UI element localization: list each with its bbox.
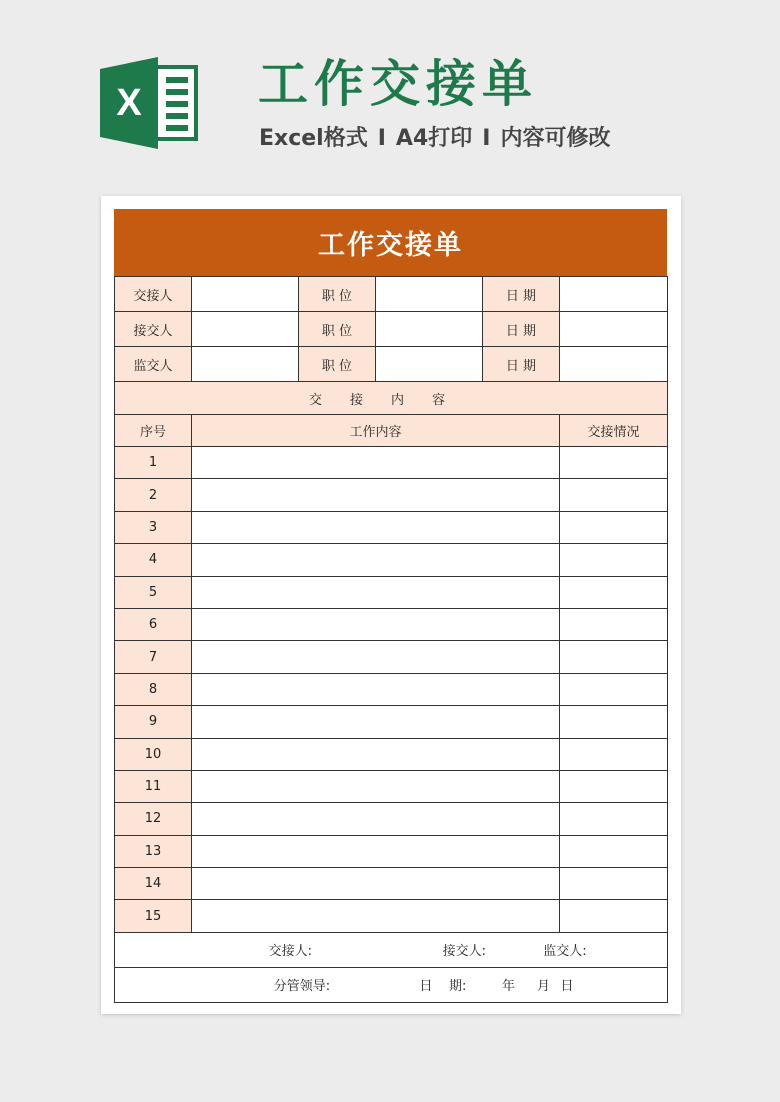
task-row — [115, 479, 668, 511]
row-number: 10 — [115, 738, 192, 770]
date-label: 日 期 — [483, 312, 560, 347]
work-content-cell[interactable] — [192, 770, 560, 802]
column-header-content: 工作内容 — [192, 415, 560, 447]
handover-form — [114, 276, 668, 1003]
handover-status-cell[interactable] — [560, 511, 668, 543]
position-label: 职 位 — [299, 347, 376, 382]
row-number: 14 — [115, 868, 192, 900]
task-row — [115, 900, 668, 932]
supervisor-signature-label: 监交人: — [543, 944, 587, 960]
position-label: 职 位 — [299, 277, 376, 312]
logo-letter: X — [116, 82, 142, 124]
column-header-row — [115, 415, 668, 447]
handover-status-cell[interactable] — [560, 641, 668, 673]
handover-status-cell[interactable] — [560, 738, 668, 770]
column-header-status: 交接情况 — [560, 415, 668, 447]
work-content-cell[interactable] — [192, 447, 560, 479]
subtitle-editable: 内容可修改 — [500, 126, 611, 151]
info-row — [115, 347, 668, 382]
footer-leader-cell — [115, 967, 668, 1002]
footer-day-label: 日 — [560, 979, 574, 995]
row-number: 1 — [115, 447, 192, 479]
work-content-cell[interactable] — [192, 673, 560, 705]
info-row — [115, 312, 668, 347]
task-row — [115, 835, 668, 867]
position-value-cell[interactable] — [376, 312, 483, 347]
task-row — [115, 673, 668, 705]
handover-status-cell[interactable] — [560, 673, 668, 705]
footer-month-label: 月 — [536, 979, 550, 995]
row-number: 4 — [115, 544, 192, 576]
task-row — [115, 608, 668, 640]
person-label: 接交人 — [115, 312, 192, 347]
work-content-cell[interactable] — [192, 511, 560, 543]
person-label: 监交人 — [115, 347, 192, 382]
row-number: 9 — [115, 706, 192, 738]
task-row — [115, 770, 668, 802]
handover-status-cell[interactable] — [560, 835, 668, 867]
task-row — [115, 447, 668, 479]
work-content-cell[interactable] — [192, 868, 560, 900]
handover-status-cell[interactable] — [560, 544, 668, 576]
receiver-signature-label: 接交人: — [442, 944, 486, 960]
section-header-row — [115, 382, 668, 415]
handover-status-cell[interactable] — [560, 803, 668, 835]
work-content-cell[interactable] — [192, 641, 560, 673]
person-value-cell[interactable] — [192, 277, 299, 312]
date-value-cell[interactable] — [560, 347, 668, 382]
person-value-cell[interactable] — [192, 312, 299, 347]
row-number: 3 — [115, 511, 192, 543]
task-row — [115, 706, 668, 738]
handover-signature-label: 交接人: — [268, 944, 312, 960]
work-content-cell[interactable] — [192, 803, 560, 835]
row-number: 7 — [115, 641, 192, 673]
position-label: 职 位 — [299, 312, 376, 347]
subtitle-separator: I — [377, 126, 386, 151]
person-label: 交接人 — [115, 277, 192, 312]
section-title: 交接内容 — [115, 382, 668, 415]
subtitle-separator: I — [482, 126, 491, 151]
footer-date-label: 日 期: — [419, 979, 467, 995]
excel-icon — [100, 57, 200, 149]
form-banner: 工作交接单 — [114, 209, 667, 276]
handover-status-cell[interactable] — [560, 608, 668, 640]
task-row — [115, 738, 668, 770]
task-row — [115, 803, 668, 835]
person-value-cell[interactable] — [192, 347, 299, 382]
work-content-cell[interactable] — [192, 835, 560, 867]
work-content-cell[interactable] — [192, 738, 560, 770]
row-number: 13 — [115, 835, 192, 867]
row-number: 11 — [115, 770, 192, 802]
subtitle-print: A4打印 — [395, 126, 473, 151]
info-row — [115, 277, 668, 312]
row-number: 8 — [115, 673, 192, 705]
leader-signature-label: 分管领导: — [273, 979, 331, 995]
position-value-cell[interactable] — [376, 277, 483, 312]
column-header-seq: 序号 — [115, 415, 192, 447]
row-number: 6 — [115, 608, 192, 640]
footer-signature-row — [115, 932, 668, 967]
row-number: 12 — [115, 803, 192, 835]
handover-status-cell[interactable] — [560, 706, 668, 738]
page-title: 工作交接单 — [258, 55, 538, 113]
date-label: 日 期 — [483, 347, 560, 382]
subtitle-format: Excel格式 — [259, 126, 368, 151]
handover-status-cell[interactable] — [560, 576, 668, 608]
handover-status-cell[interactable] — [560, 770, 668, 802]
handover-status-cell[interactable] — [560, 447, 668, 479]
work-content-cell[interactable] — [192, 706, 560, 738]
task-row — [115, 576, 668, 608]
date-value-cell[interactable] — [560, 312, 668, 347]
row-number: 15 — [115, 900, 192, 932]
row-number: 2 — [115, 479, 192, 511]
handover-status-cell[interactable] — [560, 479, 668, 511]
work-content-cell[interactable] — [192, 479, 560, 511]
handover-status-cell[interactable] — [560, 868, 668, 900]
task-row — [115, 868, 668, 900]
work-content-cell[interactable] — [192, 544, 560, 576]
date-label: 日 期 — [483, 277, 560, 312]
task-rows — [115, 447, 668, 933]
position-value-cell[interactable] — [376, 347, 483, 382]
task-row — [115, 641, 668, 673]
work-content-cell[interactable] — [192, 608, 560, 640]
row-number: 5 — [115, 576, 192, 608]
footer-year-label: 年 — [501, 979, 515, 995]
task-row — [115, 511, 668, 543]
footer-signature-cell — [115, 932, 668, 967]
task-row — [115, 544, 668, 576]
work-content-cell[interactable] — [192, 576, 560, 608]
handover-status-cell[interactable] — [560, 900, 668, 932]
work-content-cell[interactable] — [192, 900, 560, 932]
date-value-cell[interactable] — [560, 277, 668, 312]
page-subtitle — [259, 124, 610, 154]
footer-leader-row — [115, 967, 668, 1002]
